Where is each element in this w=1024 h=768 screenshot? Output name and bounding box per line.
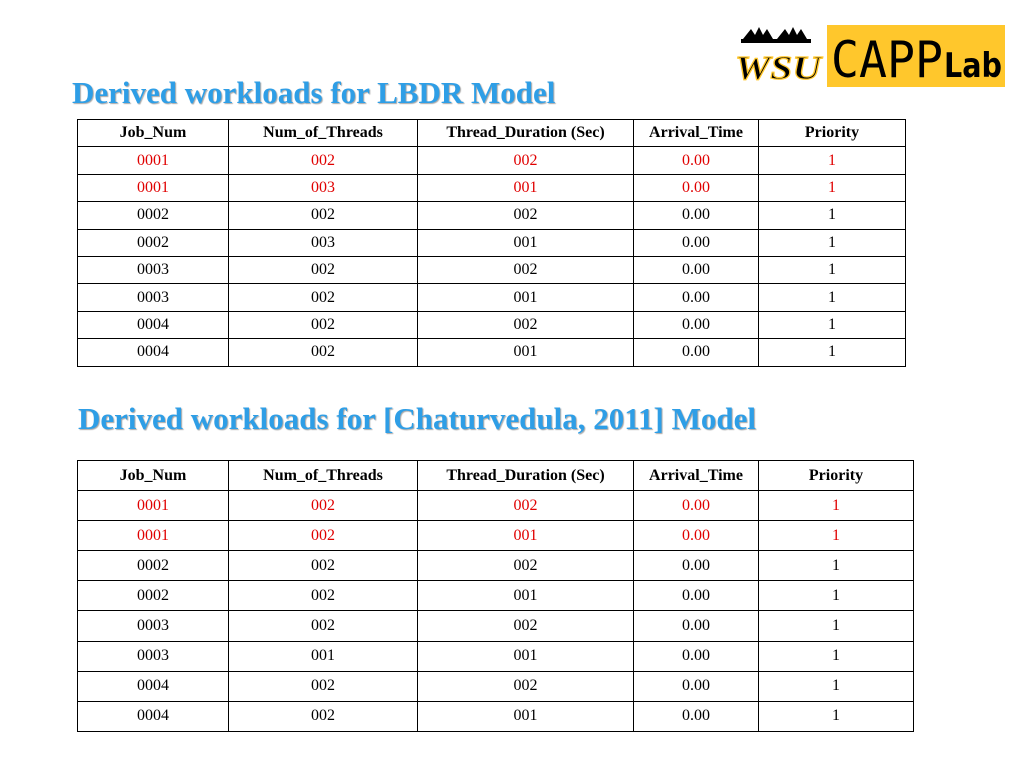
header-thread-duration: Thread_Duration (Sec) bbox=[418, 461, 634, 491]
table-row bbox=[78, 491, 914, 521]
cell-arrival-time: 0.00 bbox=[634, 284, 759, 311]
cell-priority: 1 bbox=[759, 701, 914, 731]
cell-thread-duration: 001 bbox=[418, 521, 634, 551]
cell-priority: 1 bbox=[759, 581, 914, 611]
cell-thread-duration: 001 bbox=[418, 284, 634, 311]
table-row bbox=[78, 256, 906, 283]
section-title-chaturvedula: Derived workloads for [Chaturvedula, 2011] Model bbox=[78, 401, 756, 436]
table-row bbox=[78, 611, 914, 641]
cell-thread-duration: 002 bbox=[418, 611, 634, 641]
table-body bbox=[78, 491, 914, 732]
cell-priority: 1 bbox=[759, 491, 914, 521]
table-row bbox=[78, 311, 906, 338]
cell-job-num: 0003 bbox=[78, 611, 229, 641]
table-row bbox=[78, 339, 906, 366]
cell-thread-duration: 001 bbox=[418, 174, 634, 201]
cell-job-num: 0002 bbox=[78, 229, 229, 256]
cell-arrival-time: 0.00 bbox=[634, 551, 759, 581]
cell-thread-duration: 002 bbox=[418, 311, 634, 338]
cell-priority: 1 bbox=[759, 641, 914, 671]
cell-priority: 1 bbox=[759, 671, 914, 701]
header-num-of-threads: Num_of_Threads bbox=[229, 120, 418, 147]
cell-priority: 1 bbox=[759, 229, 906, 256]
cell-arrival-time: 0.00 bbox=[634, 202, 759, 229]
cell-thread-duration: 002 bbox=[418, 202, 634, 229]
cell-job-num: 0002 bbox=[78, 202, 229, 229]
cell-job-num: 0004 bbox=[78, 339, 229, 366]
header-priority: Priority bbox=[759, 120, 906, 147]
cell-job-num: 0003 bbox=[78, 284, 229, 311]
cell-priority: 1 bbox=[759, 611, 914, 641]
cell-thread-duration: 001 bbox=[418, 641, 634, 671]
cell-priority: 1 bbox=[759, 202, 906, 229]
header-priority: Priority bbox=[759, 461, 914, 491]
cell-arrival-time: 0.00 bbox=[634, 491, 759, 521]
section-title-lbdr: Derived workloads for LBDR Model bbox=[72, 75, 556, 110]
cell-thread-duration: 002 bbox=[418, 256, 634, 283]
table-row bbox=[78, 641, 914, 671]
capp-text: CAPP bbox=[831, 31, 943, 89]
header-job-num: Job_Num bbox=[78, 461, 229, 491]
cell-priority: 1 bbox=[759, 311, 906, 338]
wheat-shocker-icon bbox=[735, 27, 824, 87]
cell-priority: 1 bbox=[759, 147, 906, 174]
cell-job-num: 0002 bbox=[78, 581, 229, 611]
cell-num-of-threads: 003 bbox=[229, 174, 418, 201]
cell-num-of-threads: 002 bbox=[229, 611, 418, 641]
cell-arrival-time: 0.00 bbox=[634, 671, 759, 701]
cell-thread-duration: 002 bbox=[418, 551, 634, 581]
cell-job-num: 0004 bbox=[78, 701, 229, 731]
table-row bbox=[78, 147, 906, 174]
cell-job-num: 0001 bbox=[78, 521, 229, 551]
lab-text: Lab bbox=[944, 46, 1002, 86]
header-thread-duration: Thread_Duration (Sec) bbox=[418, 120, 634, 147]
cell-thread-duration: 002 bbox=[418, 147, 634, 174]
cell-thread-duration: 001 bbox=[418, 701, 634, 731]
cell-arrival-time: 0.00 bbox=[634, 581, 759, 611]
cell-arrival-time: 0.00 bbox=[634, 521, 759, 551]
cell-arrival-time: 0.00 bbox=[634, 229, 759, 256]
table-header-row bbox=[78, 120, 906, 147]
cell-num-of-threads: 002 bbox=[229, 202, 418, 229]
table-row bbox=[78, 284, 906, 311]
cell-num-of-threads: 002 bbox=[229, 671, 418, 701]
cell-num-of-threads: 002 bbox=[229, 521, 418, 551]
cell-job-num: 0004 bbox=[78, 671, 229, 701]
cell-priority: 1 bbox=[759, 174, 906, 201]
cell-thread-duration: 002 bbox=[418, 671, 634, 701]
header-arrival-time: Arrival_Time bbox=[634, 120, 759, 147]
cell-priority: 1 bbox=[759, 339, 906, 366]
cell-arrival-time: 0.00 bbox=[634, 701, 759, 731]
cell-num-of-threads: 002 bbox=[229, 284, 418, 311]
cell-priority: 1 bbox=[759, 284, 906, 311]
header-num-of-threads: Num_of_Threads bbox=[229, 461, 418, 491]
table-row bbox=[78, 581, 914, 611]
cell-arrival-time: 0.00 bbox=[634, 147, 759, 174]
wsu-capplab-logo-graphic bbox=[733, 25, 1005, 87]
cell-num-of-threads: 002 bbox=[229, 581, 418, 611]
cell-num-of-threads: 002 bbox=[229, 701, 418, 731]
cell-job-num: 0003 bbox=[78, 641, 229, 671]
cell-num-of-threads: 002 bbox=[229, 147, 418, 174]
cell-num-of-threads: 003 bbox=[229, 229, 418, 256]
table-row bbox=[78, 701, 914, 731]
cell-num-of-threads: 002 bbox=[229, 339, 418, 366]
cell-job-num: 0001 bbox=[78, 174, 229, 201]
cell-job-num: 0002 bbox=[78, 551, 229, 581]
cell-arrival-time: 0.00 bbox=[634, 641, 759, 671]
cell-priority: 1 bbox=[759, 551, 914, 581]
table-row bbox=[78, 551, 914, 581]
table-row bbox=[78, 671, 914, 701]
cell-num-of-threads: 002 bbox=[229, 551, 418, 581]
cell-arrival-time: 0.00 bbox=[634, 311, 759, 338]
cell-num-of-threads: 002 bbox=[229, 256, 418, 283]
cell-thread-duration: 002 bbox=[418, 491, 634, 521]
cell-priority: 1 bbox=[759, 256, 906, 283]
cell-num-of-threads: 001 bbox=[229, 641, 418, 671]
cell-thread-duration: 001 bbox=[418, 339, 634, 366]
cell-thread-duration: 001 bbox=[418, 229, 634, 256]
table-row bbox=[78, 521, 914, 551]
table-row bbox=[78, 229, 906, 256]
header-job-num: Job_Num bbox=[78, 120, 229, 147]
lbdr-workload-table bbox=[77, 119, 906, 367]
table-header-row bbox=[78, 461, 914, 491]
cell-arrival-time: 0.00 bbox=[634, 611, 759, 641]
cell-num-of-threads: 002 bbox=[229, 491, 418, 521]
cell-arrival-time: 0.00 bbox=[634, 256, 759, 283]
cell-arrival-time: 0.00 bbox=[634, 174, 759, 201]
chaturvedula-workload-table bbox=[77, 460, 914, 732]
cell-job-num: 0003 bbox=[78, 256, 229, 283]
cell-priority: 1 bbox=[759, 521, 914, 551]
table-body bbox=[78, 147, 906, 366]
cell-job-num: 0004 bbox=[78, 311, 229, 338]
cell-arrival-time: 0.00 bbox=[634, 339, 759, 366]
cell-num-of-threads: 002 bbox=[229, 311, 418, 338]
cell-job-num: 0001 bbox=[78, 491, 229, 521]
header-arrival-time: Arrival_Time bbox=[634, 461, 759, 491]
table-row bbox=[78, 202, 906, 229]
cell-job-num: 0001 bbox=[78, 147, 229, 174]
capplab-logo bbox=[733, 25, 1005, 87]
wsu-logo-text: WSU bbox=[735, 50, 824, 87]
cell-thread-duration: 001 bbox=[418, 581, 634, 611]
table-row bbox=[78, 174, 906, 201]
